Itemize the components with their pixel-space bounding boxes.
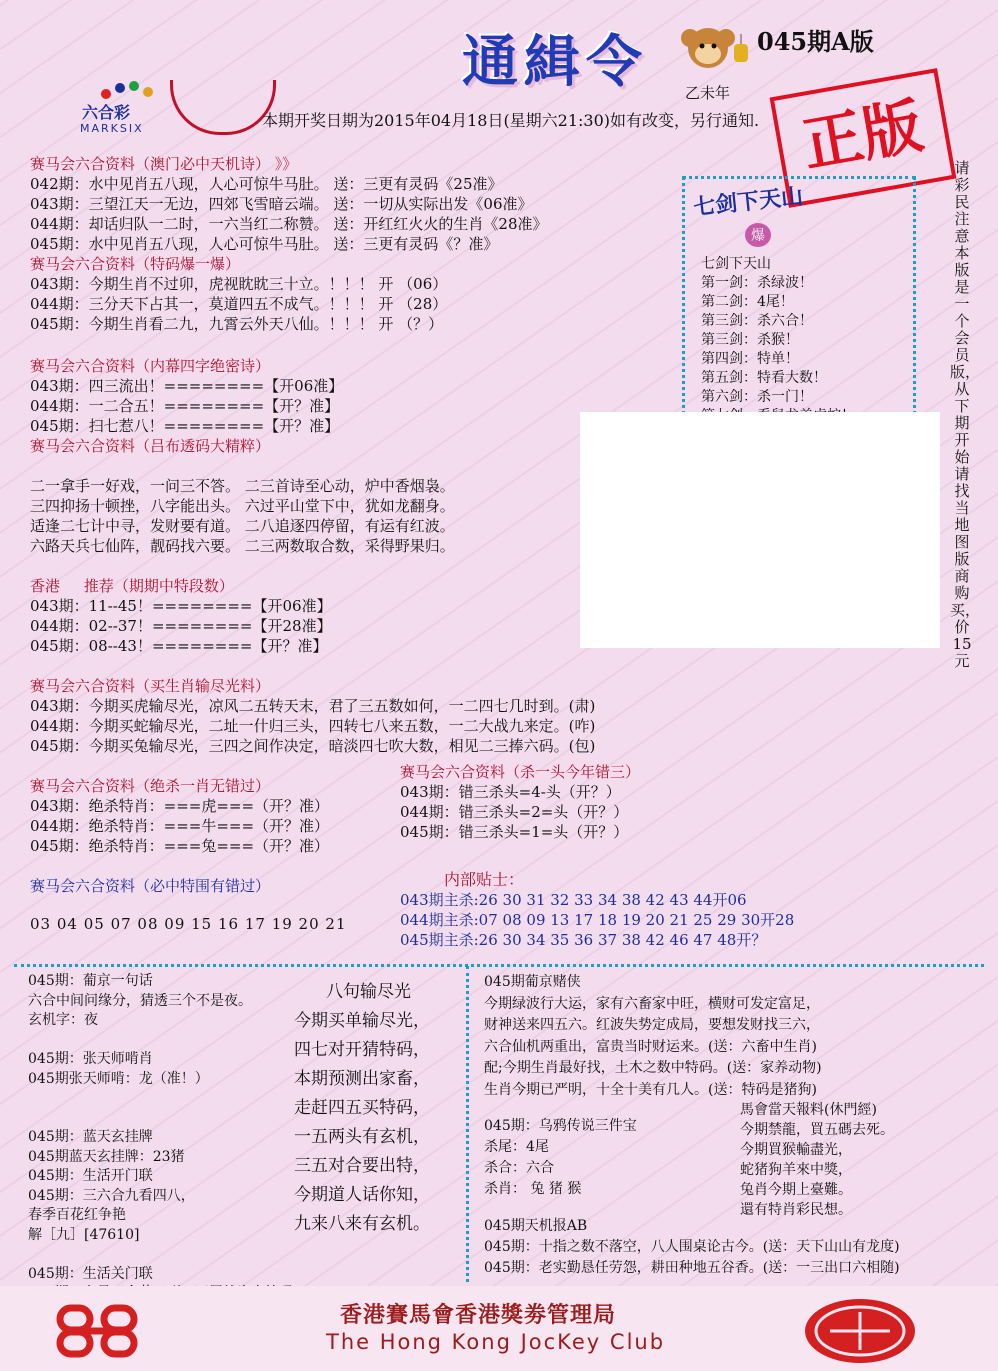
section-lvbu bbox=[30, 476, 455, 556]
list-item: 九来八来有玄机。 bbox=[294, 1214, 430, 1234]
section-title: 赛马会六合资料（吕布透码大精粹） bbox=[30, 437, 271, 455]
list-item: 045期天机报AB bbox=[484, 1218, 588, 1234]
list-item: 二一拿手一好戏，一问三不答。 二三首诗至心动，炉中香烟袅。 bbox=[30, 477, 455, 495]
list-item: 045期：十指之数不落空，八人围桌论古今。(送：天下山山有龙度) bbox=[484, 1239, 900, 1255]
list-item: 三四抑扬十顿挫，八字能出头。 六过平山堂下中，犹如龙翻身。 bbox=[30, 497, 455, 515]
monkey-mascot-icon bbox=[676, 14, 756, 84]
list-item: 馬會當天報料(休門經) bbox=[740, 1102, 877, 1118]
list-item: 今期绿波行大运，家有六畜家中旺，横财可发定富足， bbox=[484, 995, 820, 1012]
list-item: 六路天兵七仙阵，靓码找六要。 二三两数取合数，采得野果归。 bbox=[30, 537, 455, 555]
marksix-logo: 六合彩 MARKSIX bbox=[78, 78, 178, 136]
list-item: 杀肖： 兔 猪 猴 bbox=[484, 1181, 582, 1197]
club-seal-icon bbox=[800, 1296, 920, 1366]
section-tips bbox=[400, 870, 794, 950]
section-title: 赛马会六合资料（绝杀一肖无错过） bbox=[30, 777, 271, 795]
list-item: 043期：绝杀特肖：===虎===（开？准） bbox=[30, 797, 330, 815]
list-item: 045期：今期买兔输尽光，三四之间作决定，暗淡四七吹大数，相见二三捧六码。(包) bbox=[30, 737, 596, 755]
section-title: 赛马会六合资料（澳门必中天机诗） 》》 bbox=[30, 155, 298, 173]
list-item: 045期：张天师啃肖 bbox=[28, 1051, 153, 1067]
list-item: 044期：却话归队一二时，一六当红二称赞。 送：开红红火火的生肖《28准》 bbox=[30, 215, 548, 233]
divider bbox=[466, 966, 469, 1282]
list-item: 044期：今期买蛇输尽光，二址一什归三头，四转七八来五数，一二大战九来定。(咋) bbox=[30, 717, 596, 735]
list-item: 三五对合要出特， bbox=[294, 1156, 430, 1176]
list-item: 043期：11--45！========【开06准】 bbox=[30, 597, 332, 615]
list-item: 六合中间问缘分，猜透三个不是夜。 bbox=[28, 992, 252, 1009]
list-item: 044期主杀:07 08 09 13 17 18 19 20 21 25 29 30开28 bbox=[400, 911, 795, 929]
list-item: 045期：扫七惹八！========【开？准】 bbox=[30, 417, 340, 435]
poem-title: 八句输尽光 bbox=[326, 982, 411, 1002]
list-item: 045期：08--43！========【开？准】 bbox=[30, 637, 328, 655]
section-hk bbox=[30, 576, 332, 656]
list-item: 六合仙机两重出，富贵当时财运来。(送：六畜中生肖) bbox=[484, 1038, 817, 1055]
number-list: 03 04 05 07 08 09 15 16 17 19 20 21 bbox=[30, 915, 347, 933]
list-item: 044期：错三杀头=2=头（开？） bbox=[400, 803, 629, 821]
list-item: 第二剑：4尾！ bbox=[701, 294, 794, 310]
page-title: 通緝令 bbox=[462, 30, 648, 95]
bottom-right-block bbox=[484, 972, 822, 1101]
section-shengxiao bbox=[30, 676, 595, 756]
list-item bbox=[28, 1245, 293, 1265]
list-item: 還有特肖彩民想。 bbox=[740, 1202, 852, 1218]
list-item: 今期禁龍，買五碼去死。 bbox=[740, 1122, 894, 1138]
list-item bbox=[28, 1031, 293, 1051]
section-title: 赛马会六合资料（买生肖输尽光料） bbox=[30, 677, 271, 695]
list-item: 045期主杀:26 30 34 35 36 37 38 42 46 47 48开？ bbox=[400, 931, 767, 949]
list-item: 045期葡京赌侠 bbox=[484, 974, 581, 990]
tianji-block bbox=[484, 1216, 900, 1279]
side-notice: 请彩民注意本版是一个会员版，从下期开始请找当地图版商购买，价15元 bbox=[950, 159, 981, 670]
list-item: 玄机字：夜 bbox=[28, 1012, 98, 1028]
list-item: 042期：水中见肖五八现，人心可惊牛马肚。 送：三更有灵码《25准》 bbox=[30, 175, 503, 193]
list-item: 今期買猴輸盡光， bbox=[740, 1142, 852, 1158]
list-item: 045期：乌鸦传说三件宝 bbox=[484, 1118, 637, 1134]
issue-label: 045期A版 bbox=[757, 27, 874, 56]
section-title: 赛马会六合资料（特码爆一爆） bbox=[30, 255, 241, 273]
list-item: 生肖今期已严明，十全十美有几人。(送：特码是猪狗) bbox=[484, 1081, 817, 1098]
list-item: 043期：四三流出！========【开06准】 bbox=[30, 377, 344, 395]
list-item: 第一剑：杀绿波！ bbox=[701, 275, 813, 291]
section-sizi bbox=[30, 356, 343, 456]
list-item: 第六剑：杀一门！ bbox=[701, 389, 813, 405]
crow-block bbox=[484, 1116, 637, 1200]
box-heading: 七剑下天山 bbox=[692, 184, 805, 221]
list-item: 一五两头有玄机， bbox=[294, 1127, 430, 1147]
knot-logo-icon bbox=[52, 1300, 142, 1362]
list-item: 春季百花红争艳 bbox=[28, 1207, 126, 1223]
list-item: 蛇猪狗羊來中獎， bbox=[740, 1162, 852, 1178]
section-title: 内部贴士： bbox=[444, 870, 525, 889]
list-item: 走赶四五买特码， bbox=[294, 1098, 430, 1118]
list-item: 杀合：六合 bbox=[484, 1160, 554, 1176]
list-item: 043期：三望江天一无边，四郊飞雪暗云端。 送：一切从实际出发《06准》 bbox=[30, 195, 533, 213]
section-shatou bbox=[400, 762, 640, 842]
list-item: 044期：三分天下占其一，莫道四五不成气。！！！ 开 （28） bbox=[30, 295, 448, 313]
list-item: 045期：生活关门联 bbox=[28, 1265, 153, 1282]
list-item: 七剑下天山 bbox=[701, 256, 771, 272]
list-item: 第三剑：杀六合！ bbox=[701, 313, 813, 329]
year-label: 乙未年 bbox=[685, 84, 731, 102]
logo-arc bbox=[170, 80, 276, 135]
section-jueshao bbox=[30, 776, 329, 856]
horse-club-block bbox=[740, 1100, 894, 1220]
list-item: 第四剑：特单！ bbox=[701, 351, 799, 367]
section-tewei bbox=[30, 876, 347, 934]
bao-badge: 爆 bbox=[745, 223, 771, 247]
list-item bbox=[28, 1089, 293, 1109]
list-item bbox=[28, 1109, 293, 1129]
list-item: 045期蓝天玄挂牌：23猪 bbox=[28, 1148, 185, 1165]
list-item: 045期：三六合九看四八， bbox=[28, 1187, 195, 1204]
list-item: 045期：葡京一句话 bbox=[28, 973, 153, 989]
list-item: 适逢二七计中寻，发财要有道。 二八追逐四停留，有运有红波。 bbox=[30, 517, 455, 535]
draw-notice: 本期开奖日期为2015年04月18日(星期六21:30)如有改变，另行通知. bbox=[262, 111, 760, 130]
list-item: 044期：02--37！========【开28准】 bbox=[30, 617, 332, 635]
blank-panel bbox=[580, 412, 940, 648]
list-item: 045期：错三杀头=1=头（开？） bbox=[400, 823, 629, 841]
list-item: 今期买单输尽光， bbox=[294, 1011, 430, 1031]
list-item: 043期主杀:26 30 31 32 33 34 38 42 43 44开06 bbox=[400, 891, 747, 909]
list-item: 解［九］[47610] bbox=[28, 1226, 140, 1243]
list-item: 043期：今期生肖不过卯，虎视眈眈三十立。！！！ 开 （06） bbox=[30, 275, 448, 293]
list-item: 财神送来四五六。红波失势定成局，要想发财找三六， bbox=[484, 1017, 820, 1033]
list-item: 045期：水中见肖五八现，人心可惊牛马肚。 送：三更有灵码《？准》 bbox=[30, 235, 499, 253]
list-item: 045期：蓝天玄挂牌 bbox=[28, 1129, 153, 1145]
seven-swords-box bbox=[682, 176, 916, 434]
list-item: 045期：生活开门联 bbox=[28, 1168, 153, 1184]
list-item: 今期道人话你知， bbox=[294, 1185, 430, 1205]
section-title: 香港 推荐（期期中特段数） bbox=[30, 577, 234, 595]
section-title: 赛马会六合资料（内幕四字绝密诗） bbox=[30, 357, 271, 375]
hkjc-name-zh: 香港賽馬會香港獎劵管理局 bbox=[340, 1302, 617, 1328]
genuine-stamp: 正版 bbox=[770, 68, 957, 208]
section-title: 赛马会六合资料（必中特围有错过） bbox=[30, 877, 271, 895]
logo-dots-icon bbox=[98, 78, 158, 102]
list-item: 043期：错三杀头=4-头（开？） bbox=[400, 783, 621, 801]
list-item: 杀尾：4尾 bbox=[484, 1139, 549, 1155]
hkjc-name-en: The Hong Kong JocKey Club bbox=[326, 1330, 666, 1354]
divider bbox=[14, 964, 984, 967]
list-item: 045期张天师啃：龙（准！） bbox=[28, 1070, 209, 1087]
list-item: 044期：一二合五！========【开？准】 bbox=[30, 397, 340, 415]
list-item: 044期：绝杀特肖：===牛===（开？准） bbox=[30, 817, 330, 835]
poem-block bbox=[294, 978, 430, 1239]
list-item: 045期：绝杀特肖：===兔===（开？准） bbox=[30, 837, 330, 855]
section-title: 赛马会六合资料（杀一头今年错三） bbox=[400, 763, 641, 781]
section-tianji bbox=[30, 154, 548, 334]
list-item: 四七对开猜特码， bbox=[294, 1040, 430, 1060]
list-item: 第三剑：杀猴！ bbox=[701, 332, 799, 348]
list-item: 本期预测出家畜， bbox=[294, 1069, 430, 1089]
list-item: 兔肖今期上臺難。 bbox=[740, 1182, 852, 1198]
list-item: 045期：老实勤恳任劳怨，耕田种地五谷香。(送：一三出口六相随) bbox=[484, 1260, 900, 1276]
list-item: 045期：今期生肖看二九，九霄云外天八仙。！！！ 开 （？） bbox=[30, 315, 444, 333]
bottom-left-block bbox=[28, 972, 293, 1323]
list-item: 配;今期生肖最好找，土木之数中特码。(送：家养动物) bbox=[484, 1060, 822, 1076]
list-item: 第五剑：特看大数！ bbox=[701, 370, 827, 386]
list-item: 043期：今期买虎输尽光，凉风二五转天末，君了三五数如何，一二四七几时到。(肃) bbox=[30, 697, 596, 715]
